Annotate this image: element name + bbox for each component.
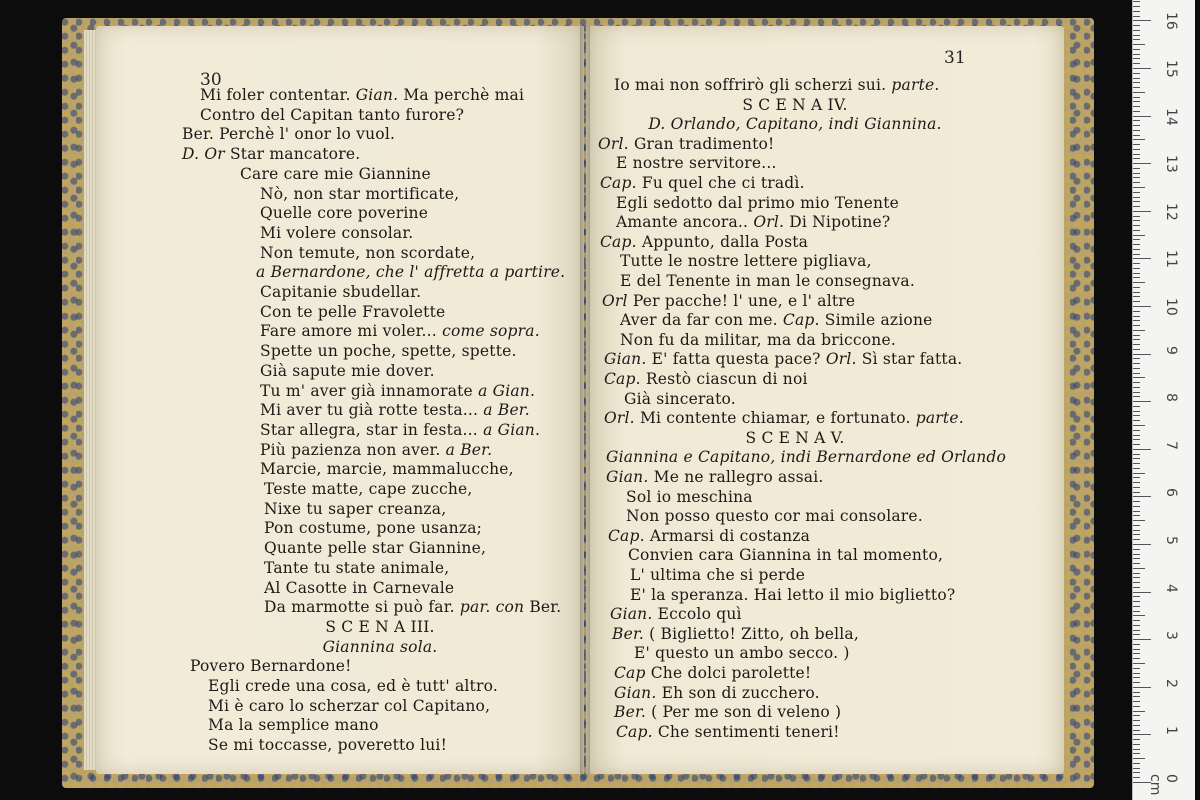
- ruler-tick: [1133, 730, 1140, 731]
- ruler-tick: [1133, 411, 1140, 412]
- ruler-tick: [1133, 330, 1145, 331]
- ruler-tick: [1133, 715, 1140, 716]
- ruler-tick: [1133, 696, 1140, 697]
- ruler-tick: [1133, 758, 1145, 759]
- ruler-tick: [1133, 587, 1140, 588]
- text-line: Mi è caro lo scherzar col Capitano,: [208, 696, 491, 715]
- ruler-tick: [1133, 658, 1140, 659]
- ruler-tick: [1133, 168, 1140, 169]
- ruler-tick: [1133, 430, 1140, 431]
- ruler-tick: [1133, 611, 1140, 612]
- ruler-tick: [1133, 682, 1140, 683]
- ruler-label: 5: [1163, 536, 1179, 545]
- ruler-tick: [1133, 235, 1145, 236]
- ruler-tick: [1133, 82, 1140, 83]
- ruler-tick: [1133, 673, 1140, 674]
- text-line: Amante ancora.. Orl. Di Nipotine?: [616, 213, 891, 232]
- ruler-tick: [1133, 544, 1151, 545]
- ruler-tick: [1133, 139, 1145, 140]
- ruler-tick: [1133, 20, 1151, 21]
- ruler-tick: [1133, 777, 1140, 778]
- text-line: E' questo un ambo secco. ): [634, 644, 850, 663]
- ruler-tick: [1133, 382, 1140, 383]
- ruler-tick: [1133, 187, 1145, 188]
- ruler-tick: [1133, 582, 1140, 583]
- ruler-tick: [1133, 306, 1151, 307]
- text-line: S C E N A V.: [745, 428, 845, 447]
- ruler-tick: [1133, 511, 1140, 512]
- text-line: Già sincerato.: [624, 389, 736, 408]
- text-line: Ber. ( Per me son di veleno ): [614, 703, 842, 722]
- ruler-tick: [1133, 54, 1140, 55]
- ruler-tick: [1133, 554, 1140, 555]
- ruler-tick: [1133, 725, 1140, 726]
- ruler-tick: [1133, 577, 1140, 578]
- ruler-tick: [1133, 1, 1140, 2]
- ruler-tick: [1133, 130, 1140, 131]
- text-line: Già sapute mie dover.: [260, 361, 435, 380]
- ruler-label: 12: [1163, 202, 1179, 221]
- text-line: Mi volere consolar.: [260, 223, 414, 242]
- ruler-tick: [1133, 106, 1140, 107]
- ruler-tick: [1133, 525, 1140, 526]
- ruler-tick: [1133, 149, 1140, 150]
- text-line: Sol io meschina: [626, 487, 753, 506]
- ruler-tick: [1133, 477, 1140, 478]
- ruler-tick: [1133, 596, 1140, 597]
- ruler-label: 3: [1163, 631, 1179, 641]
- ruler-tick: [1133, 415, 1140, 416]
- ruler-tick: [1133, 154, 1140, 155]
- text-line: Convien cara Giannina in tal momento,: [628, 546, 944, 565]
- ruler-label: 14: [1163, 107, 1179, 126]
- ruler-tick: [1133, 111, 1140, 112]
- ruler-tick: [1133, 772, 1140, 773]
- text-line: S C E N A IV.: [742, 95, 848, 114]
- ruler-tick: [1133, 406, 1140, 407]
- ruler-tick: [1133, 515, 1140, 516]
- text-line: Cap. Restò ciascun di noi: [604, 370, 808, 388]
- ruler-tick: [1133, 630, 1140, 631]
- ruler-tick: [1133, 44, 1145, 45]
- measuring-ruler: [1132, 0, 1195, 800]
- ruler-tick: [1133, 39, 1140, 40]
- ruler-tick: [1133, 173, 1140, 174]
- ruler-tick: [1133, 501, 1140, 502]
- ruler-tick: [1133, 435, 1140, 436]
- ruler-tick: [1133, 420, 1140, 421]
- ruler-tick: [1133, 387, 1140, 388]
- ruler-tick: [1133, 668, 1140, 669]
- ruler-tick: [1133, 25, 1140, 26]
- ruler-tick: [1133, 634, 1140, 635]
- text-line: L' ultima che si perde: [630, 566, 806, 584]
- text-line: Più pazienza non aver. a Ber.: [260, 440, 493, 459]
- text-line: Gian. Eccolo quì: [610, 605, 742, 624]
- ruler-tick: [1133, 296, 1140, 297]
- ruler-tick: [1133, 444, 1140, 445]
- ruler-tick: [1133, 615, 1145, 616]
- text-line: Quante pelle star Giannine,: [264, 539, 487, 558]
- ruler-tick: [1133, 425, 1145, 426]
- text-line: Al Casotte in Carnevale: [264, 578, 455, 597]
- ruler-tick: [1133, 344, 1140, 345]
- ruler-tick: [1133, 768, 1140, 769]
- ruler-tick: [1133, 396, 1140, 397]
- text-line: Star allegra, star in festa... a Gian.: [260, 420, 541, 439]
- left-page-number: 30: [200, 70, 222, 90]
- ruler-tick: [1133, 482, 1140, 483]
- ruler-tick: [1133, 492, 1140, 493]
- ruler-tick: [1133, 239, 1140, 240]
- text-line: Capitanie sbudellar.: [260, 283, 422, 301]
- ruler-label: 6: [1163, 488, 1179, 498]
- text-line: Spette un poche, spette, spette.: [260, 342, 517, 361]
- ruler-tick: [1133, 739, 1140, 740]
- ruler-tick: [1133, 339, 1140, 340]
- text-line: Mi foler contentar. Gian. Ma perchè mai: [200, 86, 525, 104]
- text-line: Aver da far con me. Cap. Simile azione: [620, 311, 933, 330]
- ruler-tick: [1133, 63, 1140, 64]
- text-line: Orl. Gran tradimento!: [598, 134, 775, 153]
- text-line: Da marmotte si può far. par. con Ber.: [264, 598, 562, 617]
- ruler-tick: [1133, 534, 1140, 535]
- text-line: Ber. Perchè l' onor lo vuol.: [182, 125, 396, 144]
- text-line: Nixe tu saper creanza,: [264, 499, 447, 518]
- ruler-tick: [1133, 244, 1140, 245]
- ruler-tick: [1133, 220, 1140, 221]
- ruler-tick: [1133, 377, 1145, 378]
- ruler-tick: [1133, 78, 1140, 79]
- ruler-label: 0 cm: [1147, 774, 1179, 796]
- ruler-tick: [1133, 116, 1151, 117]
- ruler-tick: [1133, 58, 1140, 59]
- text-line: Giannina e Capitano, indi Bernardone ed Orlando: [606, 448, 1007, 467]
- ruler-tick: [1133, 192, 1140, 193]
- text-line: E del Tenente in man le consegnava.: [620, 272, 915, 290]
- text-line: Gian. E' fatta questa pace? Orl. Sì star fatta.: [604, 350, 963, 369]
- book-gutter: [580, 26, 590, 774]
- ruler-tick: [1133, 354, 1151, 355]
- text-line: Non fu da militar, ma da briccone.: [620, 330, 896, 349]
- ruler-tick: [1133, 311, 1140, 312]
- ruler-tick: [1133, 401, 1151, 402]
- ruler-tick: [1133, 49, 1140, 50]
- ruler-tick: [1133, 35, 1140, 36]
- ruler-tick: [1133, 320, 1140, 321]
- text-line: Tante tu state animale,: [264, 558, 450, 577]
- text-line: Cap. Che sentimenti teneri!: [616, 722, 840, 741]
- ruler-tick: [1133, 606, 1140, 607]
- ruler-tick: [1133, 135, 1140, 136]
- ruler-tick: [1133, 97, 1140, 98]
- ruler-label: 4: [1163, 583, 1179, 593]
- ruler-tick: [1133, 558, 1140, 559]
- ruler-tick: [1133, 197, 1140, 198]
- text-line: Contro del Capitan tanto furore?: [200, 105, 465, 124]
- ruler-tick: [1133, 363, 1140, 364]
- ruler-tick: [1133, 230, 1140, 231]
- ruler-label: 15: [1163, 60, 1179, 78]
- ruler-label: 7: [1163, 440, 1179, 450]
- ruler-tick: [1133, 144, 1140, 145]
- text-line: D. Orlando, Capitano, indi Giannina.: [648, 115, 942, 134]
- ruler-tick: [1133, 711, 1145, 712]
- ruler-tick: [1133, 273, 1140, 274]
- text-line: Orl Per pacche! l' une, e l' altre: [602, 291, 856, 310]
- ruler-tick: [1133, 701, 1140, 702]
- ruler-tick: [1133, 692, 1140, 693]
- ruler-tick: [1133, 687, 1151, 688]
- ruler-tick: [1133, 368, 1140, 369]
- ruler-label: 1: [1163, 726, 1179, 736]
- ruler-tick: [1133, 92, 1145, 93]
- text-line: Io mai non soffrirò gli scherzi sui. parte.: [614, 76, 940, 94]
- text-line: Con te pelle Fravolette: [260, 302, 446, 321]
- ruler-tick: [1133, 263, 1140, 264]
- ruler-label: 8: [1163, 393, 1179, 403]
- ruler-tick: [1133, 458, 1140, 459]
- text-line: D. Or Star mancatore.: [182, 145, 361, 164]
- text-line: Povero Bernardone!: [190, 657, 352, 676]
- ruler-tick: [1133, 6, 1140, 7]
- ruler-tick: [1133, 335, 1140, 336]
- text-line: Cap. Armarsi di costanza: [608, 526, 811, 545]
- ruler-tick: [1133, 349, 1140, 350]
- ruler-tick: [1133, 496, 1151, 497]
- ruler-tick: [1133, 653, 1140, 654]
- text-line: Fare amore mi voler... come sopra.: [260, 322, 540, 341]
- text-line: Cap. Fu quel che ci tradì.: [600, 174, 805, 192]
- ruler-tick: [1133, 473, 1145, 474]
- ruler-tick: [1133, 268, 1140, 269]
- ruler-tick: [1133, 73, 1140, 74]
- text-line: Care care mie Giannine: [240, 164, 431, 183]
- ruler-tick: [1133, 744, 1140, 745]
- ruler-tick: [1133, 301, 1140, 302]
- ruler-tick: [1133, 325, 1140, 326]
- ruler-tick: [1133, 625, 1140, 626]
- ruler-tick: [1133, 277, 1140, 278]
- text-line: Nò, non star mortificate,: [260, 184, 460, 203]
- text-line: Orl. Mi contente chiamar, e fortunato. parte.: [604, 409, 964, 428]
- ruler-tick: [1133, 720, 1140, 721]
- ruler-tick: [1133, 520, 1145, 521]
- ruler-tick: [1133, 487, 1140, 488]
- text-line: Tutte le nostre lettere pigliava,: [620, 252, 872, 271]
- ruler-tick: [1133, 316, 1140, 317]
- ruler-tick: [1133, 158, 1140, 159]
- text-line: Egli sedotto dal primo mio Tenente: [616, 193, 900, 212]
- ruler-tick: [1133, 282, 1145, 283]
- ruler-tick: [1133, 292, 1140, 293]
- text-line: S C E N A III.: [325, 617, 435, 636]
- text-line: Quelle core poverine: [260, 204, 429, 223]
- ruler-tick: [1133, 463, 1140, 464]
- ruler-label: 10: [1163, 298, 1179, 316]
- ruler-tick: [1133, 30, 1140, 31]
- text-line: Mi aver tu già rotte testa... a Ber.: [260, 401, 530, 420]
- ruler-tick: [1133, 120, 1140, 121]
- text-line: E' la speranza. Hai letto il mio biglietto?: [630, 585, 956, 604]
- text-line: Se mi toccasse, poveretto lui!: [208, 736, 448, 755]
- text-line: Gian. Eh son di zucchero.: [614, 683, 820, 702]
- ruler-tick: [1133, 549, 1140, 550]
- ruler-tick: [1133, 601, 1140, 602]
- text-line: Giannina sola.: [322, 637, 438, 656]
- ruler-tick: [1133, 763, 1140, 764]
- ruler-label: 11: [1163, 250, 1179, 269]
- ruler-tick: [1133, 753, 1140, 754]
- ruler-tick: [1133, 439, 1140, 440]
- ruler-tick: [1133, 254, 1140, 255]
- text-line: Tu m' aver già innamorate a Gian.: [260, 381, 536, 400]
- ruler-tick: [1133, 249, 1140, 250]
- text-line: Ber. ( Biglietto! Zitto, oh bella,: [612, 624, 859, 643]
- ruler-tick: [1133, 206, 1140, 207]
- ruler-tick: [1133, 373, 1140, 374]
- ruler-tick: [1133, 68, 1151, 69]
- ruler-tick: [1133, 706, 1140, 707]
- ruler-tick: [1133, 125, 1140, 126]
- ruler-tick: [1133, 177, 1140, 178]
- ruler-tick: [1133, 563, 1140, 564]
- ruler-tick: [1133, 211, 1151, 212]
- ruler-tick: [1133, 163, 1151, 164]
- ruler-tick: [1133, 539, 1140, 540]
- ruler-tick: [1133, 101, 1140, 102]
- ruler-tick: [1133, 568, 1145, 569]
- text-line: Pon costume, pone usanza;: [264, 519, 483, 538]
- text-line: Ma la semplice mano: [208, 716, 379, 735]
- text-line: a Bernardone, che l' affretta a partire.: [256, 263, 566, 282]
- ruler-tick: [1133, 287, 1140, 288]
- ruler-label: 16: [1163, 12, 1179, 31]
- text-line: Egli crede una cosa, ed è tutt' altro.: [208, 677, 498, 695]
- text-line: Non posso questo cor mai consolare.: [626, 507, 923, 526]
- text-line: Teste matte, cape zucche,: [264, 480, 473, 498]
- ruler-tick: [1133, 573, 1140, 574]
- ruler-tick: [1133, 258, 1151, 259]
- ruler-tick: [1133, 749, 1140, 750]
- text-line: Marcie, marcie, mammalucche,: [260, 460, 514, 479]
- ruler-tick: [1133, 592, 1151, 593]
- ruler-tick: [1133, 454, 1140, 455]
- ruler-tick: [1133, 644, 1140, 645]
- ruler-label: 9: [1163, 345, 1179, 355]
- ruler-tick: [1133, 201, 1140, 202]
- ruler-tick: [1133, 449, 1151, 450]
- right-page-number: 31: [944, 48, 966, 68]
- text-line: Cap. Appunto, dalla Posta: [600, 232, 809, 251]
- ruler-tick: [1133, 11, 1140, 12]
- ruler-tick: [1133, 182, 1140, 183]
- ruler-tick: [1133, 639, 1151, 640]
- ruler-tick: [1133, 663, 1145, 664]
- ruler-tick: [1133, 225, 1140, 226]
- ruler-tick: [1133, 620, 1140, 621]
- ruler-tick: [1133, 392, 1140, 393]
- text-line: Gian. Me ne rallegro assai.: [606, 468, 824, 486]
- ruler-label: 13: [1163, 155, 1179, 174]
- text-line: Cap Che dolci parolette!: [614, 664, 812, 682]
- ruler-tick: [1133, 506, 1140, 507]
- text-line: Non temute, non scordate,: [260, 243, 476, 262]
- ruler-tick: [1133, 468, 1140, 469]
- text-line: E nostre servitore...: [616, 154, 777, 173]
- ruler-tick: [1133, 16, 1140, 17]
- ruler-tick: [1133, 734, 1151, 735]
- ruler-tick: [1133, 649, 1140, 650]
- ruler-label: 2: [1163, 678, 1179, 688]
- ruler-tick: [1133, 358, 1140, 359]
- ruler-tick: [1133, 87, 1140, 88]
- ruler-tick: [1133, 216, 1140, 217]
- ruler-tick: [1133, 677, 1140, 678]
- ruler-tick: [1133, 530, 1140, 531]
